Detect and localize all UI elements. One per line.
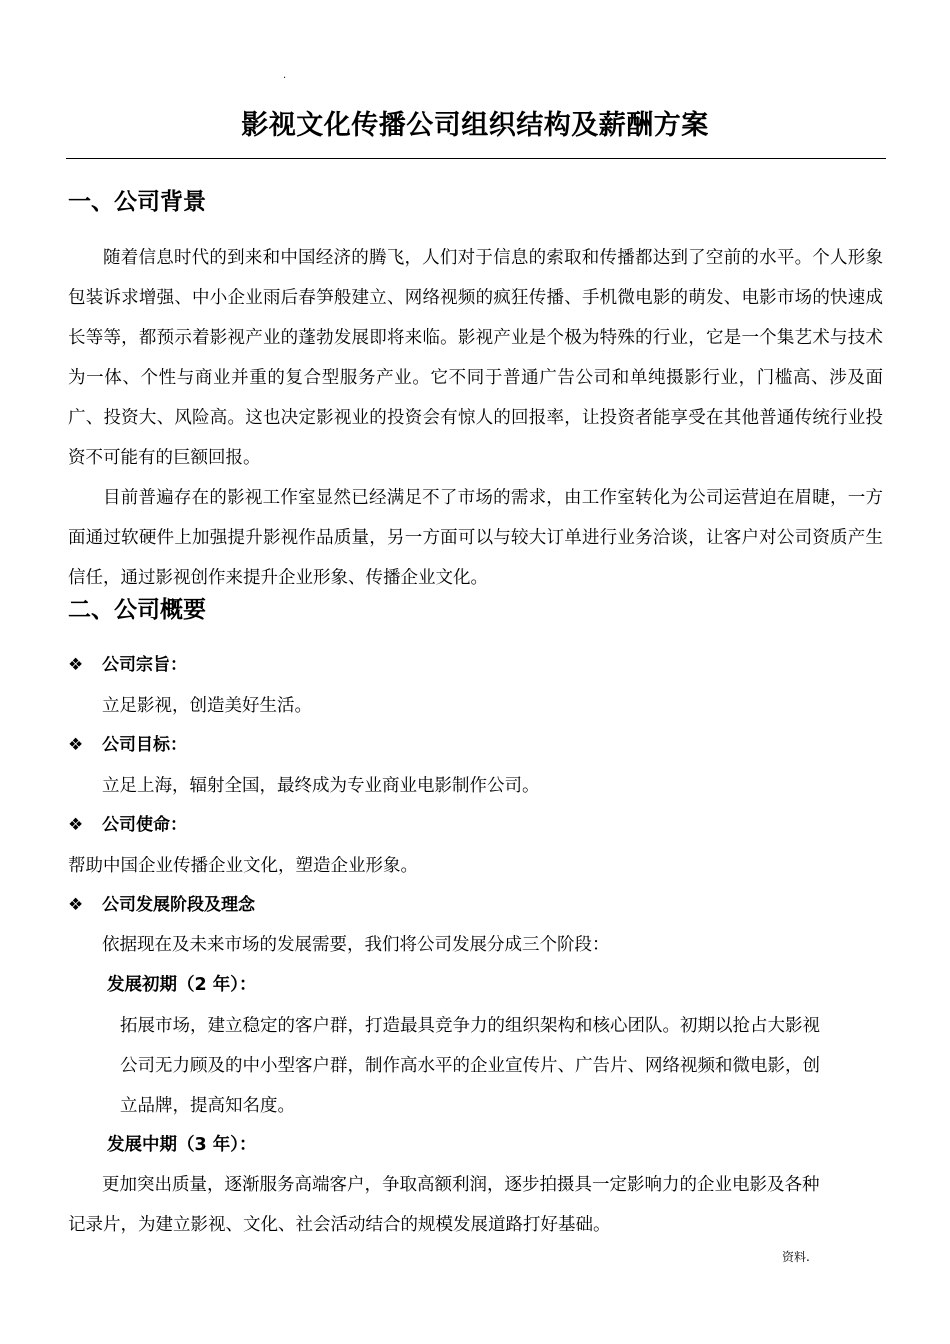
- stage-2-line-1: 更加突出质量，逐渐服务高端客户，争取高额利润，逐步拍摄具一定影响力的企业电影及各种: [102, 1175, 820, 1195]
- purpose-label: 公司宗旨：: [102, 655, 187, 675]
- title-divider: [66, 158, 886, 159]
- stages-intro: 依据现在及未来市场的发展需要，我们将公司发展分成三个阶段：: [102, 935, 610, 955]
- footer-note: 资料.: [782, 1250, 810, 1264]
- diamond-bullet-icon: ❖: [68, 895, 84, 915]
- goal-text: 立足上海，辐射全国，最终成为专业商业电影制作公司。: [102, 776, 540, 796]
- stage-1-label: 发展初期（2 年）：: [107, 975, 257, 995]
- document-title: 影视文化传播公司组织结构及薪酬方案: [241, 110, 709, 141]
- top-mark: .: [283, 70, 287, 81]
- diamond-bullet-icon: ❖: [68, 815, 84, 835]
- stage-2-line-2: 记录片，为建立影视、文化、社会活动结合的规模发展道路打好基础。: [68, 1215, 611, 1235]
- goal-label: 公司目标：: [102, 735, 187, 755]
- stage-1-line-3: 立品牌，提高知名度。: [120, 1096, 295, 1116]
- background-paragraph-1: 随着信息时代的到来和中国经济的腾飞，人们对于信息的索取和传播都达到了空前的水平。个人形象包装诉求增强、中小企业雨后春笋般建立、网络视频的疯狂传播、手机微电影的萌发、电影市场的快速成长等等，都预示着影视产业的蓬勃发展即将来临。影视产业是个极为特殊的行业，它是一个集艺术与技术为一体、个性与商业并重的复合型服务产业。它不同于普通广告公司和单纯摄影行业，门槛高、涉及面广、投资大、风险高。这也决定影视业的投资会有惊人的回报率，让投资者能享受在其他普通传统行业投资不可能有的巨额回报。: [68, 248, 883, 468]
- background-paragraph-2: 目前普遍存在的影视工作室显然已经满足不了市场的需求，由工作室转化为公司运营迫在眉睫，一方面通过软硬件上加强提升影视作品质量，另一方面可以与较大订单进行业务洽谈，让客户对公司资质产生信任，通过影视创作来提升企业形象、传播企业文化。: [68, 488, 883, 588]
- purpose-text: 立足影视，创造美好生活。: [102, 696, 312, 716]
- stage-1-line-1: 拓展市场，建立稳定的客户群，打造最具竞争力的组织架构和核心团队。初期以抢占大影视: [120, 1016, 820, 1036]
- stages-label: 公司发展阶段及理念: [102, 895, 255, 915]
- stage-1-line-2: 公司无力顾及的中小型客户群，制作高水平的企业宣传片、广告片、网络视频和微电影，创: [120, 1056, 820, 1076]
- diamond-bullet-icon: ❖: [68, 735, 84, 755]
- diamond-bullet-icon: ❖: [68, 655, 84, 675]
- section-2-heading: 二、公司概要: [68, 597, 206, 623]
- mission-label: 公司使命：: [102, 815, 187, 835]
- mission-text: 帮助中国企业传播企业文化，塑造企业形象。: [68, 856, 418, 876]
- section-1-heading: 一、公司背景: [68, 189, 206, 215]
- stage-2-label: 发展中期（3 年）：: [107, 1135, 257, 1155]
